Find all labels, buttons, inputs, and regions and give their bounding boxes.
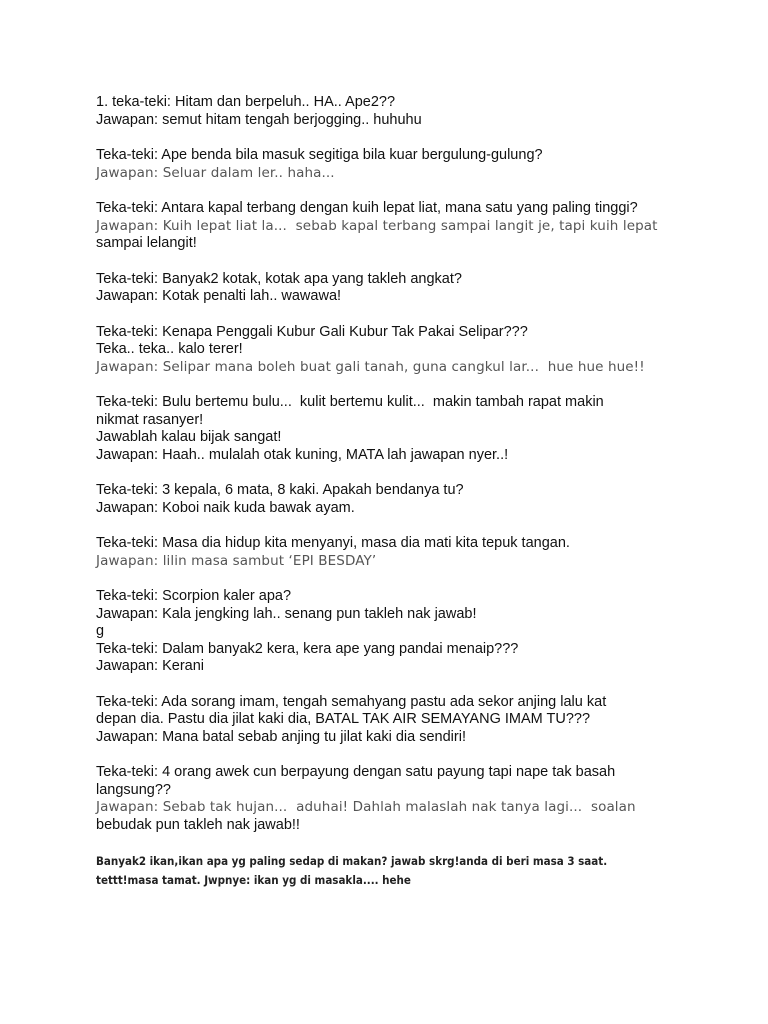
riddle-line: Teka-teki: 3 kepala, 6 mata, 8 kaki. Apakah bendanya tu? (96, 482, 464, 498)
riddle-line: Jawapan: Seluar dalam ler.. haha... (96, 164, 335, 181)
riddle-line: Jawapan: Koboi naik kuda bawak ayam. (96, 499, 355, 516)
riddle-line: sampai lelangit! (96, 235, 197, 251)
riddle-block (96, 394, 768, 464)
riddle-line: Teka-teki: Antara kapal terbang dengan kuih lepat liat, mana satu yang paling tinggi? (96, 200, 638, 216)
riddle-line: Jawapan: Selipar mana boleh buat gali tanah, guna cangkul lar... hue hue hue!! (96, 358, 645, 375)
riddle-block (96, 482, 768, 517)
riddle-line: Jawapan: Haah.. mulalah otak kuning, MATA lah jawapan nyer..! (96, 446, 509, 463)
riddle-block (96, 200, 768, 253)
riddle-line: Teka-teki: 4 orang awek cun berpayung dengan satu payung tapi nape tak basah langsung?? (96, 764, 620, 798)
riddle-line: Teka-teki: Scorpion kaler apa? (96, 588, 292, 604)
riddle-line: Teka-teki: Ada sorang imam, tengah semahyang pastu ada sekor anjing lalu kat (96, 693, 607, 710)
riddle-line: 1. teka-teki: Hitam dan berpeluh.. HA.. Ape2?? (96, 94, 396, 110)
riddle-block (96, 94, 768, 129)
riddle-list (96, 94, 768, 834)
riddle-line: Teka-teki: Bulu bertemu bulu... kulit bertemu kulit... makin tambah rapat makin (96, 394, 604, 410)
riddle-block (96, 535, 768, 570)
riddle-line: Teka-teki: Ape benda bila masuk segitiga bila kuar bergulung-gulung? (96, 147, 543, 163)
riddle-line: Jawapan: semut hitam tengah berjogging.. huhuhu (96, 111, 422, 128)
riddle-line: Teka-teki: Kenapa Penggali Kubur Gali Kubur Tak Pakai Selipar??? (96, 323, 528, 340)
riddle-line: Jawapan: Kala jengking lah.. senang pun takleh nak jawab! (96, 605, 477, 622)
riddle-line: Jawapan: Mana batal sebab anjing tu jilat kaki dia sendiri! (96, 728, 466, 745)
riddle-line: Jawapan: Sebab tak hujan... aduhai! Dahlah malaslah nak tanya lagi... soalan (96, 799, 636, 815)
riddle-line: Teka-teki: Masa dia hidup kita menyanyi, masa dia mati kita tepuk tangan. (96, 535, 570, 551)
riddle-line: g (96, 623, 105, 639)
riddle-line: Teka-teki: Banyak2 kotak, kotak apa yang takleh angkat? (96, 270, 462, 287)
riddle-line: Teka-teki: Dalam banyak2 kera, kera ape yang pandai menaip??? (96, 640, 519, 657)
riddle-line: Jawablah kalau bijak sangat! (96, 429, 282, 445)
riddle-line: depan dia. Pastu dia jilat kaki dia, BATAL TAK AIR SEMAYANG IMAM TU??? (96, 711, 591, 727)
riddle-line: Jawapan: Kotak penalti lah.. wawawa! (96, 288, 342, 304)
riddle-block (96, 271, 768, 306)
riddle-line: Jawapan: Kuih lepat liat la... sebab kapal terbang sampai langit je, tapi kuih lepat (96, 217, 658, 234)
riddle-line: nikmat rasanyer! (96, 411, 204, 428)
footer-note: Banyak2 ikan,ikan apa yg paling sedap di makan? jawab skrg!anda di beri masa 3 saat. tettt!masa tamat. Jwpnye: ikan yg di masakla.... hehe (96, 854, 608, 887)
riddle-line: bebudak pun takleh nak jawab!! (96, 816, 300, 833)
riddle-line: Jawapan: Kerani (96, 658, 205, 674)
riddle-block (96, 764, 768, 834)
riddle-block (96, 588, 768, 676)
riddle-block (96, 324, 768, 377)
riddle-line: Jawapan: lilin masa sambut ‘EPI BESDAY’ (96, 552, 377, 569)
riddle-block (96, 694, 768, 747)
riddle-block (96, 147, 768, 182)
riddle-line: Teka.. teka.. kalo terer! (96, 341, 243, 357)
